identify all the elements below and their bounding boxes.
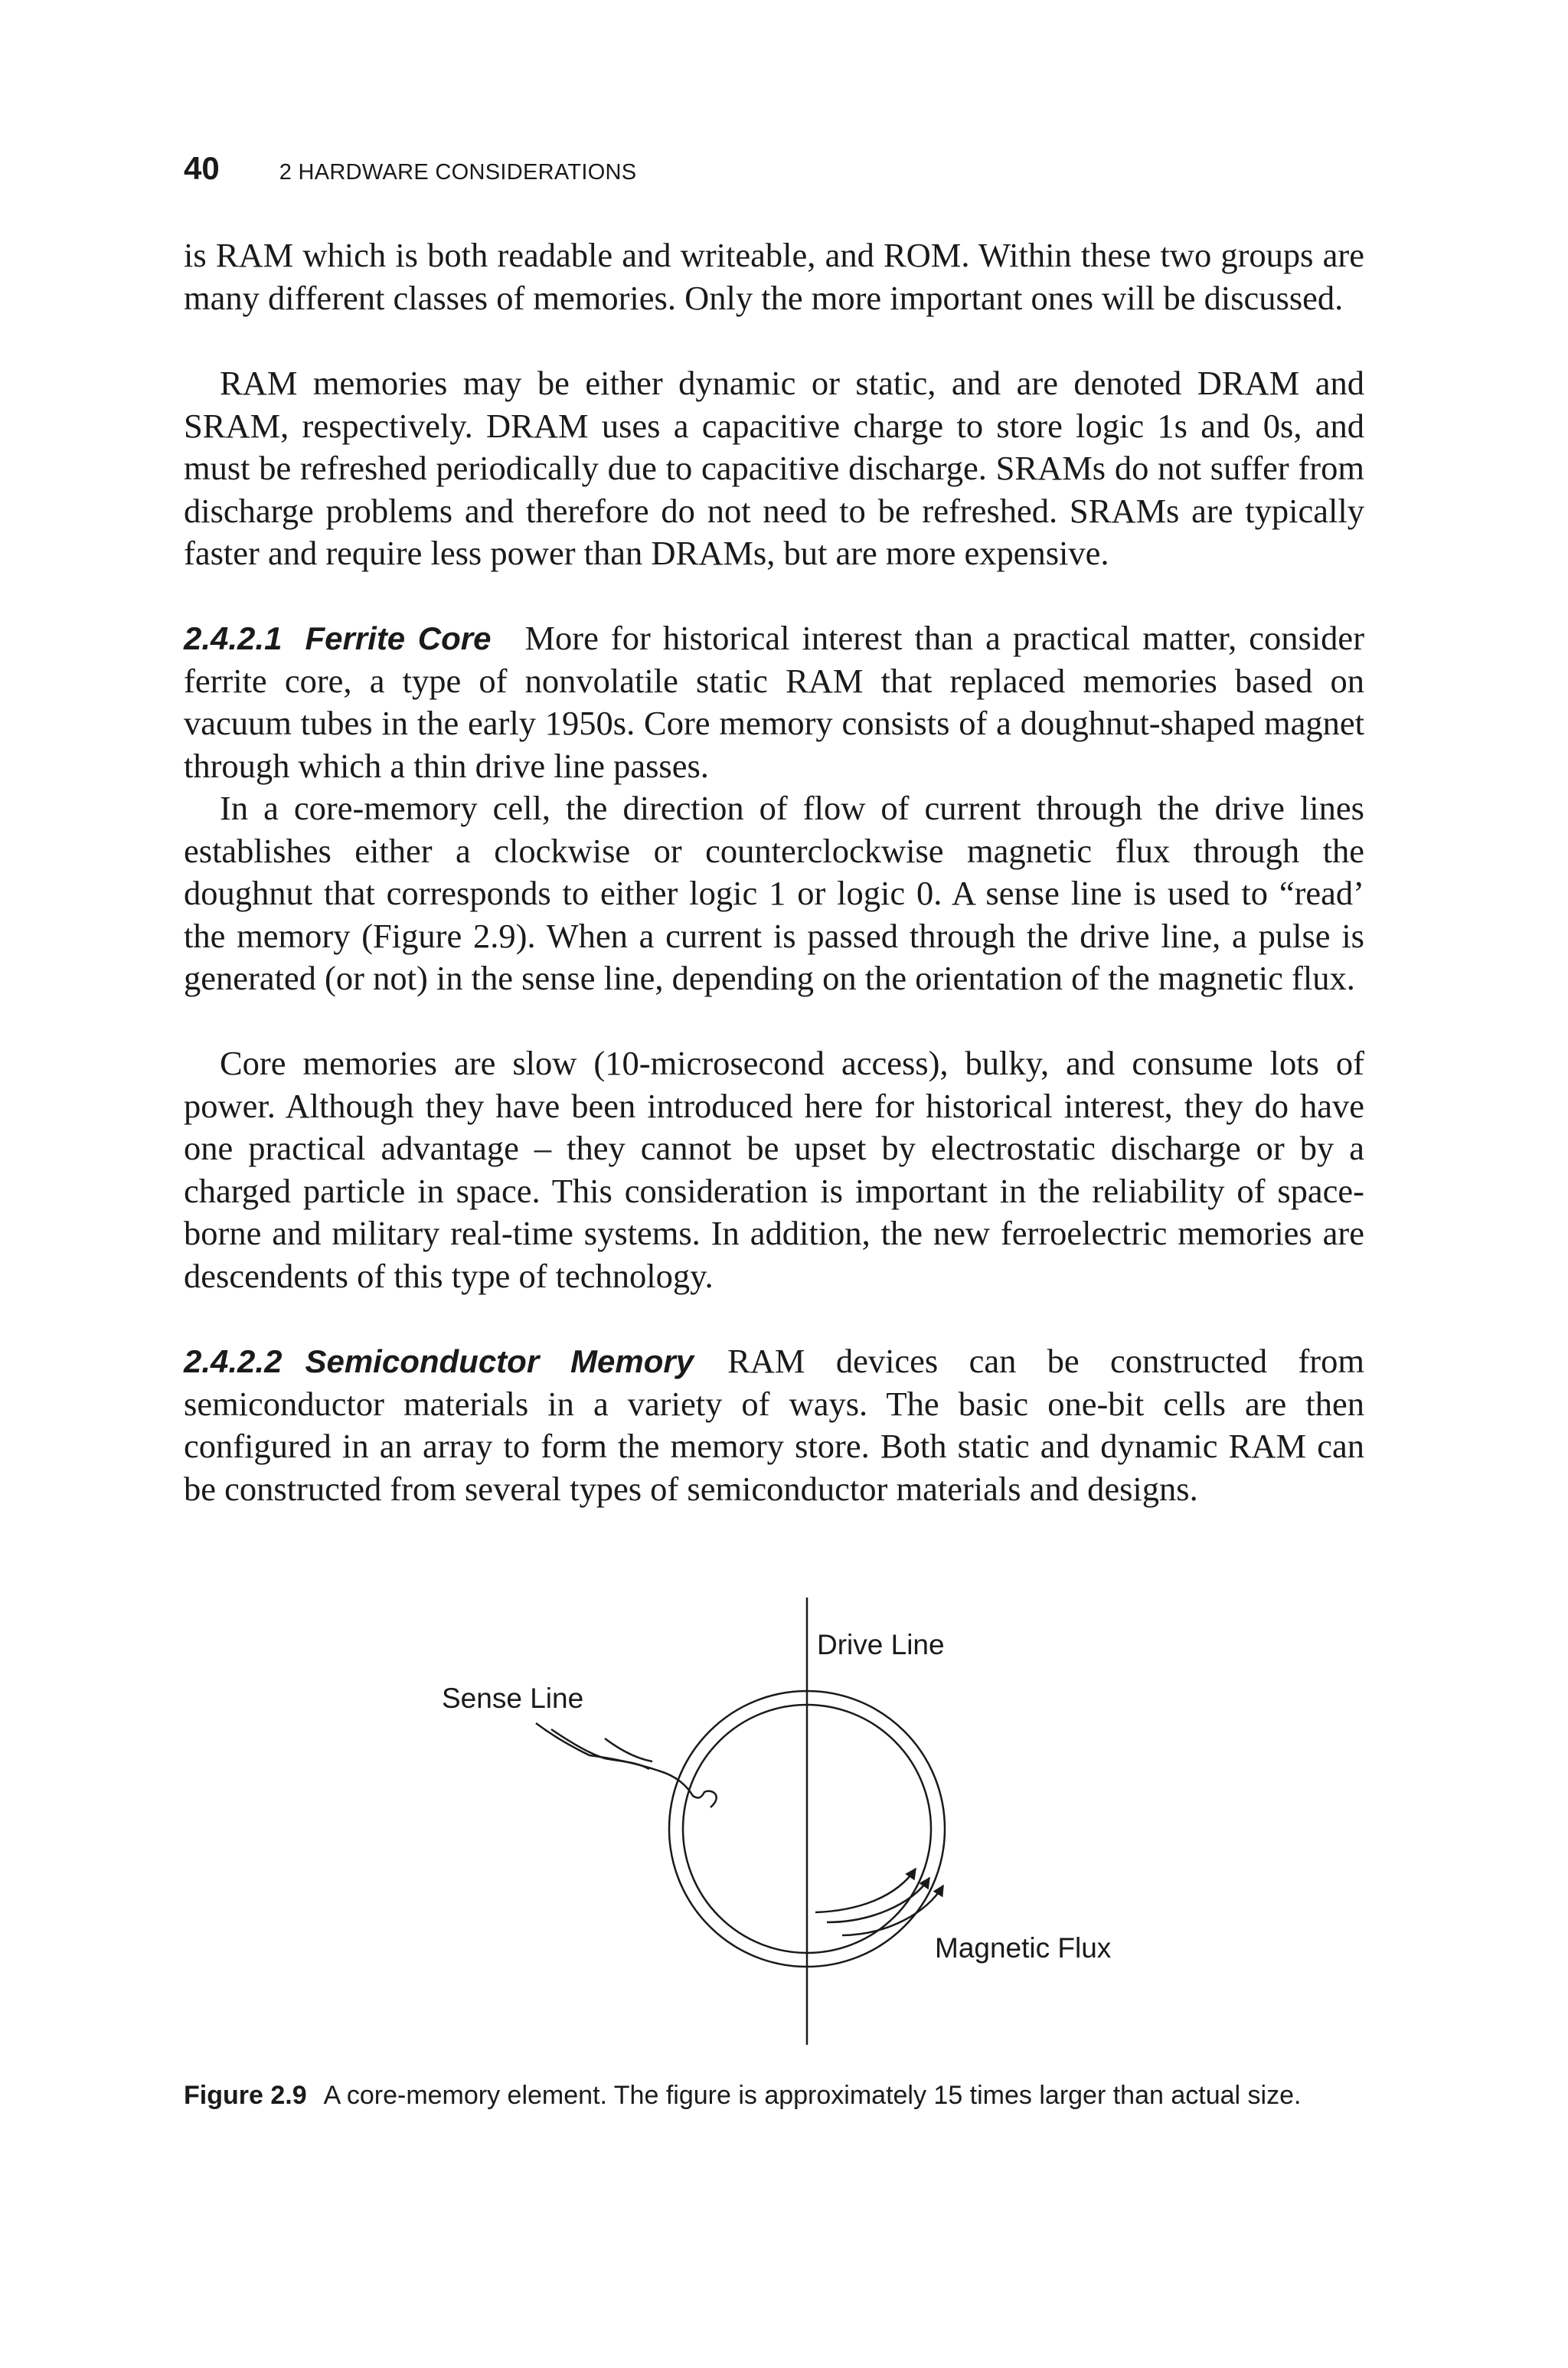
flux-arrow-1	[815, 1869, 916, 1912]
section-semiconductor-memory	[184, 1340, 1364, 1510]
sense-line-upper	[536, 1723, 717, 1807]
core-memory-figure	[0, 1578, 1568, 2068]
section-title: Ferrite Core	[305, 620, 492, 656]
paragraph-core-memory-cell: In a core-memory cell, the direction of flow of current through the drive lines establishes either a clockwise or counterclockwise magnetic flux through the doughnut that corresponds to either logic 1 or logic 0. A sense line is used to “read’ the memory (Figure 2.9). When a current is passed through the drive line, a pulse is generated (or not) in the sense line, depending on the orientation of the magnetic flux.	[184, 789, 1364, 997]
figure-caption-text: A core-memory element. The figure is approximately 15 times larger than actual size.	[323, 2081, 1302, 2110]
section-title: Semiconductor Memory	[305, 1343, 694, 1379]
section-ferrite-core	[184, 617, 1364, 787]
section-number: 2.4.2.2	[184, 1343, 283, 1379]
magnetic-flux-label: Magnetic Flux	[935, 1932, 1112, 1964]
page-header	[184, 150, 636, 187]
sense-line-lower	[551, 1729, 652, 1769]
paragraph-continuation: is RAM which is both readable and writeable, and ROM. Within these two groups are many different classes of memories. Only the more important ones will be discussed.	[184, 236, 1364, 317]
figure-caption-label: Figure 2.9	[184, 2081, 307, 2110]
section-lead-text: RAM devices can be constructed from semiconductor materials in a variety of ways. The basic one-bit cells are then configured in an array to form the memory store. Both static and dynamic RAM can be constructed from several types of semiconductor materials and designs.	[184, 1342, 1364, 1508]
section-lead-text: More for historical interest than a practical matter, consider ferrite core, a type of nonvolatile static RAM that replaced memories based on vacuum tubes in the early 1950s. Core memory consists of a doughnut-shaped magnet through which a thin drive line passes.	[184, 619, 1365, 785]
running-head: 2 HARDWARE CONSIDERATIONS	[279, 160, 637, 185]
drive-line-label: Drive Line	[817, 1629, 945, 1660]
section-number: 2.4.2.1	[184, 620, 283, 656]
figure-caption	[184, 2077, 1364, 2114]
paragraph-core-memories: Core memories are slow (10-microsecond access), bulky, and consume lots of power. Although they have been introduced here for historical interest, they do have one practical advantage – they cannot be upset by electrostatic discharge or by a charged particle in space. This consideration is important in the reliability of space-borne and military real-time systems. In addition, the new ferroelectric memories are descendents of this type of technology.	[184, 1044, 1364, 1295]
paragraph-ram-types: RAM memories may be either dynamic or static, and are denoted DRAM and SRAM, respectively. DRAM uses a capacitive charge to store logic 1s and 0s, and must be refreshed periodically due to capacitive discharge. SRAMs do not suffer from discharge problems and therefore do not need to be refreshed. SRAMs are typically faster and require less power than DRAMs, but are more expensive.	[184, 364, 1364, 572]
page-number: 40	[184, 150, 220, 186]
sense-line-label: Sense Line	[442, 1683, 584, 1714]
